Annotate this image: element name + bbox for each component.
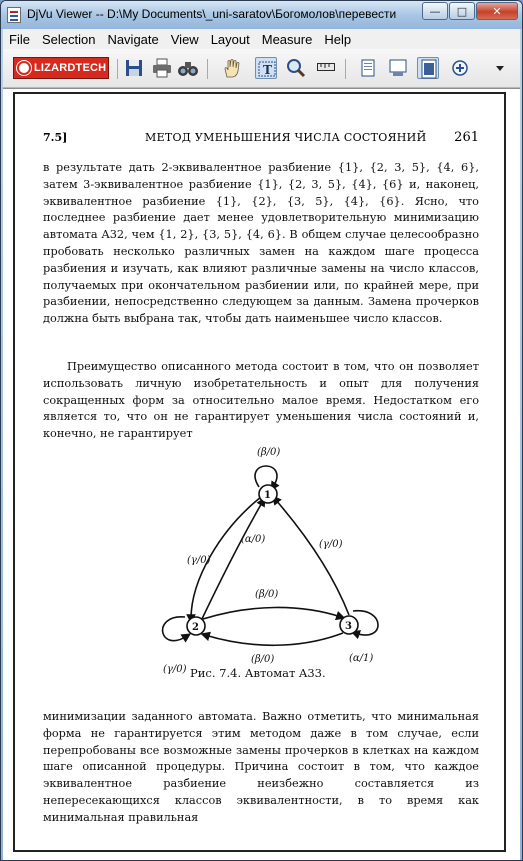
paragraph-3: минимизации заданного автомата. Важно отметить, что минимальная форма не гарантируется этим методом даже в том случае, если перепробованы все возможные замены прочерков в клетках на каждом шаге описанной процедуры. Причина состоит в том, что каждое эквивалентное разбиение неизбежно составляется из непересекающихся классов эквивалентности, в то время как минимальная правильная <box>43 710 479 824</box>
menu-help[interactable] <box>318 32 357 47</box>
menu-measure[interactable] <box>256 32 319 47</box>
binoculars-icon[interactable] <box>177 57 199 79</box>
lizardtech-logo-text: LIZARDTECH <box>34 62 107 74</box>
title-bar[interactable] <box>1 1 522 29</box>
node-3-label: 3 <box>345 621 352 632</box>
zoom-in-icon[interactable] <box>449 57 471 79</box>
menu-view[interactable] <box>165 32 205 47</box>
toolbar-separator <box>207 59 208 79</box>
paragraph-1: в результате дать 2-эквивалентное разбиение {1}, {2, 3, 5}, {4, 6}, затем 3-эквивалентное разбиение {1}, {2, 3, 5}, {4}, {6} и, наконец, эквивалентное разбиение {1}, {2}, {3, 5}, {4}, {6}. Ясно, что последнее разбиение дает менее удовлетворительную минимизацию автомата A32, чем {1, 2}, {3, 5}, {4, 6}. В общем случае целесообразно пробовать несколько различных замен на каждом шаге процесса разбиения и изучать, как влияют различные замены на число классов, получаемых при окончательном разбиении или, по крайней мере, при разбиении, непосредственно следующем за данным. Замена прочерков должна быть выбрана так, чтобы дать наименьшее число классов. <box>43 161 479 326</box>
paragraph-2: Преимущество описанного метода состоит в том, что он позволяет использовать личную изобретательность и опыт для получения сокращенных форм за относительно малое время. Недостатком его является то, что он не гарантирует уменьшения числа состояний и, конечно, не гарантирует <box>43 360 479 441</box>
toolbar-separator <box>345 59 346 79</box>
toolbar-separator <box>117 59 118 79</box>
edge-3-to-2-lower <box>205 633 343 645</box>
section-number: 7.5] <box>43 131 68 144</box>
label-edge-top-mid: (β/0) <box>255 589 279 600</box>
zoom-icon[interactable] <box>285 57 307 79</box>
figure-caption: Рис. 7.4. Автомат A33. <box>190 666 326 680</box>
lizardtech-logo[interactable] <box>13 57 109 79</box>
save-icon[interactable] <box>123 57 145 79</box>
node-2-label: 2 <box>192 622 199 633</box>
label-edge-inner: (α/0) <box>241 534 266 545</box>
close-button[interactable] <box>476 2 518 20</box>
menu-selection-label: Selection <box>41 31 96 47</box>
dropdown-arrow-icon[interactable] <box>493 57 507 79</box>
automaton-diagram <box>141 439 391 674</box>
menu-bar <box>3 29 520 49</box>
label-loop-3: (α/1) <box>349 653 374 664</box>
menu-file-label: File <box>9 31 30 47</box>
label-edge-bottom-mid: (β/0) <box>251 654 275 665</box>
running-title: МЕТОД УМЕНЬШЕНИЯ ЧИСЛА СОСТОЯНИЙ <box>145 131 427 144</box>
menu-file[interactable] <box>3 32 36 47</box>
maximize-button[interactable] <box>449 2 475 20</box>
edge-3-to-1 <box>275 499 349 615</box>
loop-node-2 <box>163 617 187 641</box>
text-select-icon[interactable] <box>255 57 277 79</box>
minimize-button[interactable] <box>422 2 448 20</box>
maximize-icon: □ <box>456 4 468 18</box>
menu-view-label: View <box>170 31 199 47</box>
minimize-icon: — <box>429 4 441 18</box>
document-viewport[interactable] <box>3 88 520 861</box>
window-controls <box>421 2 518 20</box>
page-icon[interactable] <box>357 57 379 79</box>
label-loop-1: (β/0) <box>257 447 281 458</box>
page-width-icon[interactable] <box>417 57 439 79</box>
ruler-icon[interactable] <box>315 57 337 79</box>
menu-navigate-label: Navigate <box>107 31 159 47</box>
menu-layout[interactable] <box>205 32 256 47</box>
menu-measure-label: Measure <box>261 31 313 47</box>
toolbar <box>3 49 520 88</box>
menu-help-label: Help <box>324 31 352 47</box>
hand-icon[interactable] <box>221 57 243 79</box>
print-icon[interactable] <box>151 57 173 79</box>
menu-selection[interactable] <box>36 32 101 47</box>
label-edge-right: (γ/0) <box>319 539 343 550</box>
node-1-label: 1 <box>264 490 271 501</box>
svg-text:T: T <box>263 63 272 77</box>
loop-node-1 <box>255 466 277 487</box>
page-number: 261 <box>454 130 479 145</box>
lizardtech-logo-icon <box>17 61 31 75</box>
menu-navigate[interactable] <box>101 32 164 47</box>
page-fit-icon[interactable] <box>387 57 409 79</box>
djvu-app-icon <box>7 7 21 23</box>
edge-2-to-3-upper <box>203 607 341 619</box>
menu-layout-label: Layout <box>210 31 250 47</box>
document-page <box>13 92 506 852</box>
label-loop-2: (γ/0) <box>163 664 187 674</box>
label-edge-left: (γ/0) <box>187 555 211 566</box>
close-icon: ✕ <box>492 4 502 18</box>
window-title: DjVu Viewer -- D:\My Documents\_uni-saratov\Богомолов\перевести <box>27 7 397 21</box>
